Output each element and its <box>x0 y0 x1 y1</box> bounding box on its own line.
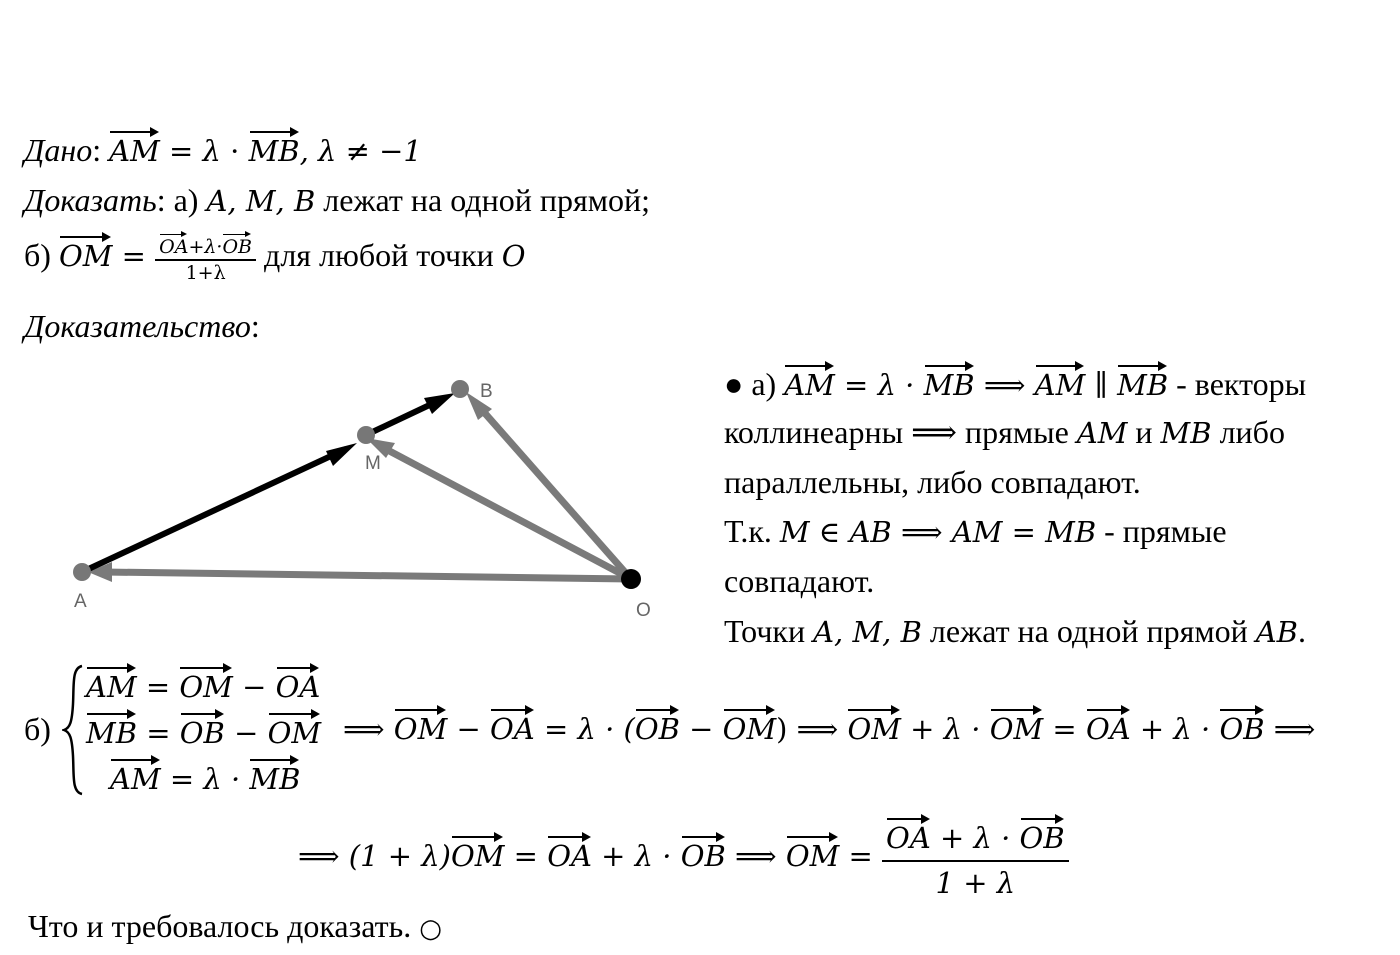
point-o <box>621 569 641 589</box>
prove-line: Доказать: а) A, M, B лежат на одной прямой; <box>24 182 650 218</box>
implication-chain: ⟹ OM − OA = λ · (OB − OM) ⟹ OM + λ · OM = OA + λ · OB ⟹ <box>343 706 1315 750</box>
proof-label: Доказательство <box>24 308 251 344</box>
final-equation: ⟹ (1 + λ)OM = OA + λ · OB ⟹ OM = $\frac{OA + \lambda \cdot OB}{1 + \lambda}$ <box>298 808 1069 905</box>
system-row-3: AM = λ · MB <box>110 756 300 800</box>
part-b-statement: б) OM = $\frac{OA+\lambda\cdot OB}{1+\lambda}$ для любой точки O <box>24 232 526 285</box>
equation-system <box>70 662 370 797</box>
given-line: Дано: AM = λ · MB, λ ≠ −1 <box>24 128 422 171</box>
system-row-1: AM = OM − OA <box>86 664 320 708</box>
part-a-line-3: параллельны, либо совпадают. <box>724 464 1141 500</box>
vector-am-arrow <box>82 449 346 572</box>
prove-label: Доказать <box>24 182 157 218</box>
conclusion: Что и требовалось доказать. ○ <box>28 908 442 944</box>
vector-oa-arrow <box>104 572 631 579</box>
label-a: A <box>74 591 87 612</box>
vector-ob-arrow <box>475 402 631 579</box>
system-row-2: MB = OB − OM <box>86 710 321 754</box>
vector-am: AM <box>109 128 160 168</box>
points-amb: A, M, B <box>206 184 316 218</box>
point-m <box>357 426 375 444</box>
vector-om-arrow <box>380 446 631 579</box>
part-a-line-2: коллинеарны ⟹ прямые AM и MB либо <box>724 414 1285 450</box>
vector-mb-arrow <box>366 401 438 435</box>
part-a-line-4: Т.к. M ∈ AB ⟹ AM = MB - прямые <box>724 513 1227 549</box>
point-b <box>451 380 469 398</box>
proof-label-line: Доказательство: <box>24 308 260 344</box>
part-a-line-6: Точки A, M, B лежат на одной прямой AB. <box>724 613 1306 649</box>
vector-om: OM <box>59 233 112 273</box>
part-b-label: б) <box>24 711 51 747</box>
label-o: O <box>636 600 651 621</box>
part-a-line-5: совпадают. <box>724 563 875 599</box>
statement-fraction: $\frac{OA+\lambda\cdot OB}{1+\lambda}$ <box>155 232 256 285</box>
part-a-line-1: ● а) AM = λ · MB ⟹ AM ∥ MB - векторы <box>724 362 1306 405</box>
given-label: Дано <box>24 132 93 168</box>
final-fraction: $\frac{OA + \lambda \cdot OB}{1 + \lambda}$ <box>882 815 1069 904</box>
label-m: M <box>365 453 381 474</box>
point-a <box>73 563 91 581</box>
vector-figure <box>0 350 700 640</box>
label-b: B <box>480 381 493 402</box>
qed-mark: ○ <box>419 914 442 944</box>
vector-mb: MB <box>249 128 300 168</box>
